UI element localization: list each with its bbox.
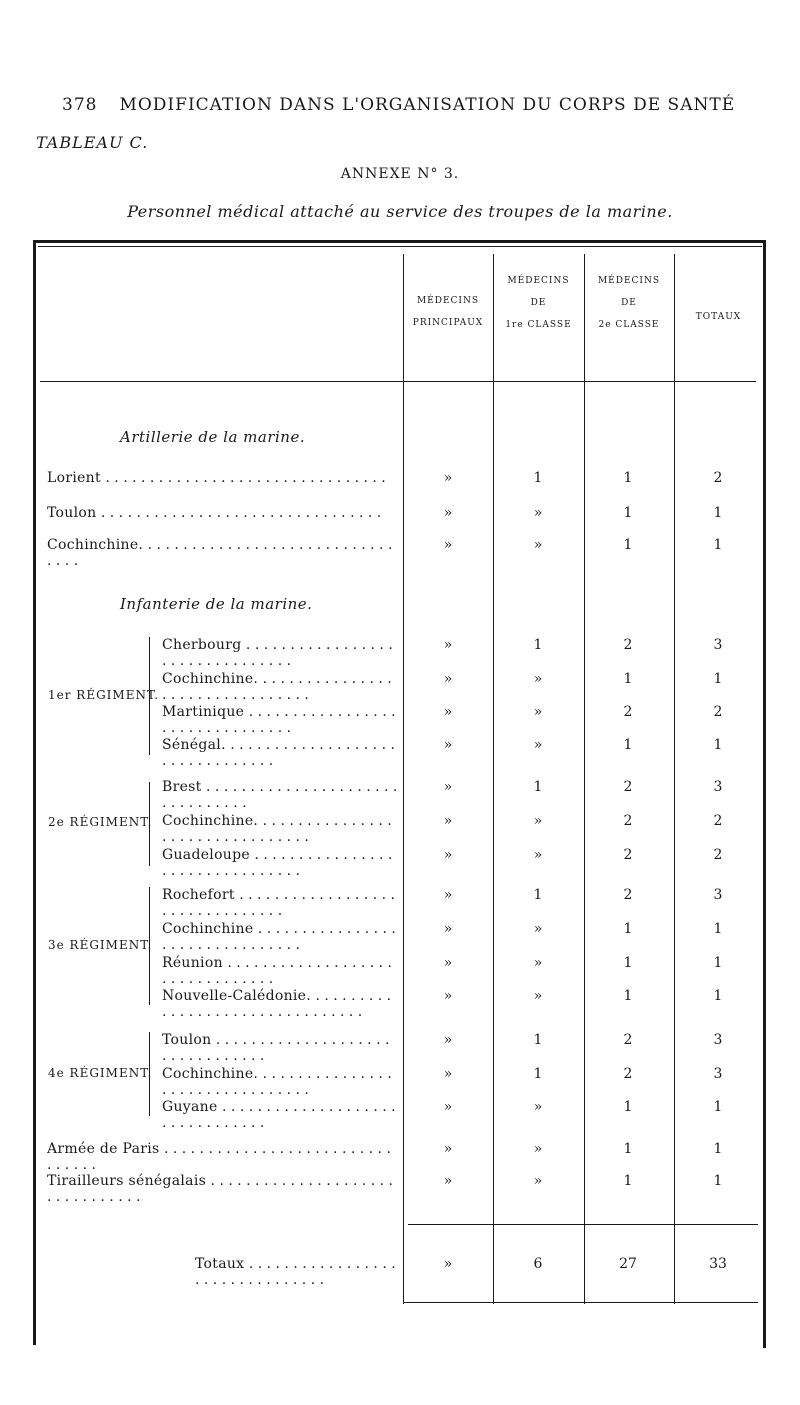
table-cell: 1 (713, 988, 723, 1004)
table-cell: » (443, 537, 453, 553)
col-header-line: DE (530, 298, 547, 308)
table-cell: » (443, 988, 453, 1004)
col-header-1re-classe (493, 270, 584, 336)
col-rule-1 (403, 254, 404, 1304)
table-cell: » (443, 887, 453, 903)
table-cell: 3 (713, 1066, 723, 1082)
table-cell: » (443, 1032, 453, 1048)
table-cell: 3 (713, 1032, 723, 1048)
regiment-brace (149, 1032, 156, 1116)
row-label-text: Cochinchine. (47, 537, 144, 553)
table-cell: 2 (623, 887, 633, 903)
leader-dots: . . . . . . . . . . . . . . . . . . . . . . . . . . . . . . . . (47, 1141, 391, 1173)
leader-dots: . . . . . . . . . . . . . . . . . . . . . . . . . . . . . . . . (162, 988, 392, 1020)
row-label (47, 505, 398, 521)
leader-dots: . . . . . . . . . . . . . . . . . . . . . . . . . . . . . . . . (162, 779, 398, 811)
totals-cell: » (443, 1256, 453, 1272)
col-header-line: TOTAUX (695, 312, 742, 322)
col-header-line: MÉDECINS (597, 276, 661, 286)
col-rule-4 (674, 254, 675, 1304)
table-cell: 2 (713, 847, 723, 863)
annex-number: ANNEXE N° 3. (340, 166, 460, 182)
table-cell: 1 (713, 1099, 723, 1115)
row-label (162, 637, 398, 669)
table-cell: » (533, 1141, 543, 1157)
table-cell: » (533, 921, 543, 937)
table-cell: 2 (623, 813, 633, 829)
row-label-text: Sénégal. (162, 737, 226, 753)
leader-dots: . . . . . . . . . . . . . . . . . . . . . . . . . . . . . . . . (162, 704, 396, 736)
row-label-text: Rochefort (162, 887, 235, 903)
table-cell: 1 (533, 779, 543, 795)
table-cell: » (443, 1173, 453, 1189)
row-label-text: Cochinchine (162, 921, 254, 937)
table-cell: » (443, 470, 453, 486)
row-label-text: Brest (162, 779, 202, 795)
row-label-text: Guadeloupe (162, 847, 250, 863)
table-cell: 2 (713, 813, 723, 829)
col-header-totaux (674, 306, 763, 328)
leader-dots: . . . . . . . . . . . . . . . . . . . . . . . . . . . . . . . . (162, 813, 392, 845)
row-label-text: Cochinchine. (162, 671, 259, 687)
leader-dots: . . . . . . . . . . . . . . . . . . . . . . . . . . . . . . . . (162, 921, 396, 953)
row-label (47, 1141, 398, 1173)
row-label (47, 470, 398, 486)
row-label (47, 1173, 398, 1205)
leader-dots: . . . . . . . . . . . . . . . . . . . . . . . . . . . . . . . . (162, 847, 393, 879)
page-number: 378 (62, 95, 98, 115)
leader-dots: . . . . . . . . . . . . . . . . . . . . . . . . . . . . . . . . (162, 637, 393, 669)
table-cell: » (443, 1066, 453, 1082)
table-cell: 1 (533, 887, 543, 903)
table-cell: 3 (713, 779, 723, 795)
leader-dots: . . . . . . . . . . . . . . . . . . . . . . . . . . . . . . . . (47, 537, 393, 569)
table-cell: 1 (623, 921, 633, 937)
row-label (162, 671, 398, 703)
col-header-principaux (403, 290, 493, 334)
row-label (162, 887, 398, 919)
row-label-text: Cochinchine. (162, 813, 259, 829)
table-cell: 1 (713, 1173, 723, 1189)
table-cell: 1 (713, 505, 723, 521)
table-cell: 1 (623, 470, 633, 486)
table-label: TABLEAU C. (36, 133, 149, 152)
table-cell: » (443, 847, 453, 863)
col-header-line: 1re CLASSE (505, 320, 572, 330)
row-label-text: Martinique (162, 704, 245, 720)
table-cell: 1 (713, 671, 723, 687)
row-label (162, 955, 398, 987)
col-header-line: PRINCIPAUX (412, 318, 484, 328)
table-cell: » (533, 847, 543, 863)
table-cell: » (443, 737, 453, 753)
table-cell: 1 (623, 1099, 633, 1115)
leader-dots: . . . . . . . . . . . . . . . . . . . . . . . . . . . . . . . . (162, 955, 392, 987)
table-cell: 2 (623, 779, 633, 795)
col-header-line: 2e CLASSE (598, 320, 660, 330)
table-cell: » (443, 671, 453, 687)
table-cell: » (443, 921, 453, 937)
leader-dots: . . . . . . . . . . . . . . . . . . . . . . . . . . . . . . . . (47, 1173, 394, 1205)
table-cell: » (533, 1099, 543, 1115)
regiment-brace (149, 887, 156, 1005)
row-label (162, 704, 398, 736)
table-cell: 1 (533, 1066, 543, 1082)
table-cell: 2 (623, 704, 633, 720)
row-label (162, 737, 398, 769)
table-cell: 1 (623, 537, 633, 553)
table-cell: » (533, 1173, 543, 1189)
leader-dots: . . . . . . . . . . . . . . . . . . . . . . . . . . . . . . . . (100, 470, 386, 486)
row-label-text: Totaux (195, 1256, 245, 1272)
table-cell: 1 (533, 1032, 543, 1048)
outer-top-border (33, 240, 766, 243)
table-cell: 2 (623, 1066, 633, 1082)
row-label-text: Guyane (162, 1099, 218, 1115)
table-cell: » (533, 813, 543, 829)
table-cell: 1 (623, 1173, 633, 1189)
table-cell: 1 (713, 1141, 723, 1157)
table-cell: » (533, 537, 543, 553)
table-cell: 1 (713, 921, 723, 937)
row-label-text: Toulon (162, 1032, 212, 1048)
bottom-rule (403, 1302, 758, 1303)
col-header-line: MÉDECINS (416, 296, 480, 306)
section-infanterie: Infanterie de la marine. (120, 595, 313, 613)
table-cell: » (533, 737, 543, 753)
table-cell: » (443, 955, 453, 971)
leader-dots: . . . . . . . . . . . . . . . . . . . . . . . . . . . . . . . . (162, 1099, 396, 1131)
running-header (62, 95, 735, 115)
totals-cell: 33 (709, 1256, 727, 1272)
totals-cell: 27 (619, 1256, 637, 1272)
outer-left-border (33, 240, 36, 1345)
row-label-text: Toulon (47, 505, 97, 521)
table-cell: 1 (713, 955, 723, 971)
row-label (162, 1099, 398, 1131)
leader-dots: . . . . . . . . . . . . . . . . . . . . . . . . . . . . . . . . (162, 1066, 392, 1098)
col-header-line: DE (621, 298, 637, 308)
table-cell: » (533, 671, 543, 687)
table-cell: 1 (623, 1141, 633, 1157)
leader-dots: . . . . . . . . . . . . . . . . . . . . . . . . . . . . . . . . (162, 671, 392, 703)
regiment-label: 4e RÉGIMENT. (48, 1066, 153, 1080)
table-cell: 3 (713, 887, 723, 903)
row-label-text: Réunion (162, 955, 223, 971)
table-cell: » (443, 1099, 453, 1115)
table-cell: » (443, 1141, 453, 1157)
totals-cell: 6 (533, 1256, 543, 1272)
leader-dots: . . . . . . . . . . . . . . . . . . . . . . . . . . . . . . . . (96, 505, 382, 521)
table-cell: » (533, 955, 543, 971)
regiment-label: 3e RÉGIMENT. (48, 938, 153, 952)
table-cell: 1 (533, 637, 543, 653)
table-cell: » (533, 704, 543, 720)
regiment-brace (149, 637, 156, 755)
table-cell: » (443, 637, 453, 653)
table-cell: 1 (713, 537, 723, 553)
table-cell: 1 (623, 737, 633, 753)
row-label (162, 847, 398, 879)
table-cell: 1 (623, 505, 633, 521)
row-label (162, 813, 398, 845)
col-header-2e-classe (584, 270, 674, 336)
row-label (162, 921, 398, 953)
table-cell: » (443, 505, 453, 521)
regiment-label: 1er RÉGIMENT. (48, 688, 160, 702)
col-rule-3 (584, 254, 585, 1304)
row-label-text: Cherbourg (162, 637, 242, 653)
totals-rule (408, 1224, 758, 1225)
leader-dots: . . . . . . . . . . . . . . . . . . . . . . . . . . . . . . . . (195, 1256, 396, 1288)
table-cell: 2 (623, 847, 633, 863)
table-cell: » (533, 988, 543, 1004)
row-label (162, 779, 398, 811)
table-cell: 2 (713, 704, 723, 720)
table-cell: 1 (623, 988, 633, 1004)
table-cell: » (533, 505, 543, 521)
row-label (162, 1066, 398, 1098)
row-label (47, 537, 398, 569)
row-label (162, 1032, 398, 1064)
table-cell: 2 (623, 1032, 633, 1048)
col-rule-2 (493, 254, 494, 1304)
regiment-brace (149, 782, 156, 866)
table-cell: 1 (623, 955, 633, 971)
table-cell: 1 (623, 671, 633, 687)
row-label-text: Armée de Paris (47, 1141, 160, 1157)
table-cell: » (443, 704, 453, 720)
table-cell: 3 (713, 637, 723, 653)
table-cell: 1 (533, 470, 543, 486)
leader-dots: . . . . . . . . . . . . . . . . . . . . . . . . . . . . . . . . (162, 1032, 390, 1064)
col-header-line: MÉDECINS (507, 276, 570, 286)
table-cell: 2 (713, 470, 723, 486)
header-rule (40, 381, 756, 382)
row-label-text: Tirailleurs sénégalais (47, 1173, 207, 1189)
outer-top-border-2 (38, 246, 762, 247)
table-subtitle: Personnel médical attaché au service des troupes de la marine. (127, 202, 673, 221)
row-label-text: Nouvelle-Calédonie. (162, 988, 312, 1004)
totals-label (195, 1256, 398, 1288)
outer-right-border (763, 240, 766, 1348)
table-cell: 1 (713, 737, 723, 753)
running-header-text: MODIFICATION DANS L'ORGANISATION DU CORPS DE SANTÉ (119, 95, 736, 115)
regiment-label: 2e RÉGIMENT. (48, 815, 153, 829)
table-cell: » (443, 813, 453, 829)
row-label (162, 988, 398, 1020)
leader-dots: . . . . . . . . . . . . . . . . . . . . . . . . . . . . . . . . (162, 887, 395, 919)
table-cell: 2 (623, 637, 633, 653)
row-label-text: Lorient (47, 470, 101, 486)
table-cell: » (443, 779, 453, 795)
section-artillerie: Artillerie de la marine. (120, 428, 306, 446)
leader-dots: . . . . . . . . . . . . . . . . . . . . . . . . . . . . . . . . (162, 737, 395, 769)
row-label-text: Cochinchine. (162, 1066, 259, 1082)
